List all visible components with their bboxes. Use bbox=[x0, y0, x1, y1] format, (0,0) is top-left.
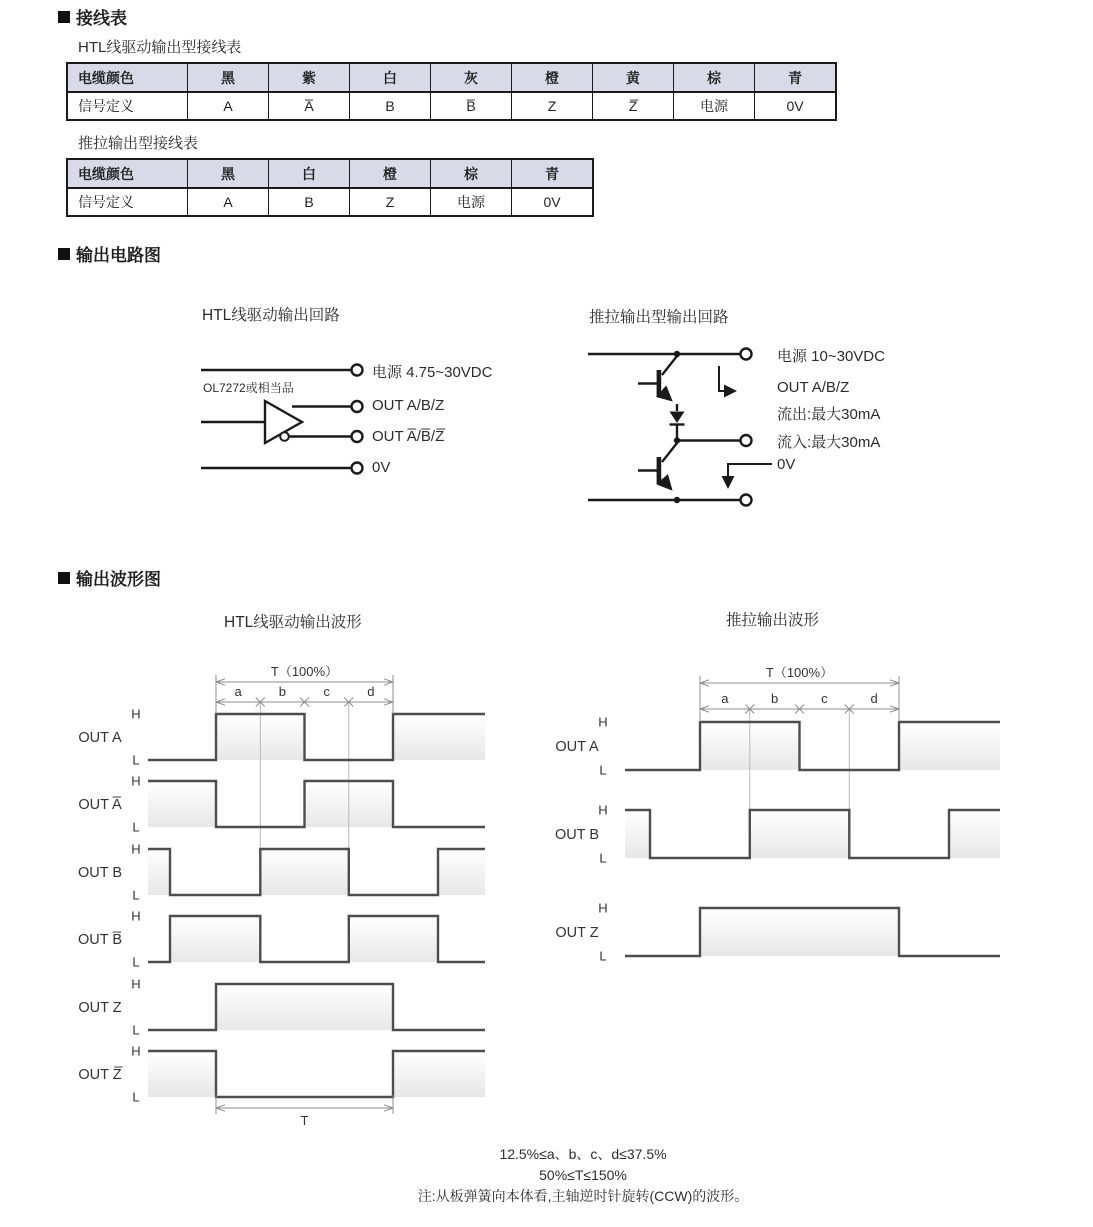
htl-power-label: 电源 4.75~30VDC bbox=[372, 364, 493, 381]
section-heading-text: 接线表 bbox=[76, 9, 127, 28]
signal-cell: A̅ bbox=[269, 92, 350, 120]
wave-high-fill bbox=[949, 811, 1000, 858]
wave-high-fill bbox=[148, 1052, 216, 1097]
level-label-low: L bbox=[599, 762, 607, 778]
diode-icon bbox=[670, 412, 685, 424]
channel-label: OUT B bbox=[554, 827, 600, 843]
period-dim-label: T（100%） bbox=[765, 665, 834, 680]
signal-cell: 0V bbox=[512, 188, 594, 216]
header-cell: 棕 bbox=[431, 159, 512, 188]
header-cell: 白 bbox=[350, 63, 431, 92]
header-cell: 白 bbox=[269, 159, 350, 188]
note-rotation: 注:从板弹簧向本体看,主轴逆时针旋转(CCW)的波形。 bbox=[417, 1188, 749, 1204]
wave-high-fill bbox=[700, 909, 899, 956]
chip-label: OL7272或相当品 bbox=[203, 381, 294, 395]
terminal-icon bbox=[352, 431, 363, 442]
segment-label: a bbox=[234, 684, 242, 699]
terminal-icon bbox=[352, 365, 363, 376]
collector-lead bbox=[662, 356, 677, 375]
pp-out-label: OUT A/B/Z bbox=[777, 379, 850, 396]
sink-current-arrow-icon bbox=[728, 464, 772, 487]
wave-high-fill bbox=[393, 715, 485, 760]
htl-gnd-label: 0V bbox=[372, 459, 391, 476]
level-label-low: L bbox=[132, 752, 140, 768]
header-cell: 橙 bbox=[350, 159, 431, 188]
signal-cell: B bbox=[269, 188, 350, 216]
channel-label: OUT A bbox=[555, 739, 599, 755]
header-cell: 橙 bbox=[512, 63, 593, 92]
level-label-low: L bbox=[132, 1089, 140, 1105]
wave-high-fill bbox=[216, 985, 393, 1030]
htl-circuit-diagram bbox=[201, 365, 363, 474]
level-label-high: H bbox=[131, 841, 141, 857]
htl-out-label: OUT A/B/Z bbox=[372, 397, 445, 414]
inversion-bubble-icon bbox=[280, 432, 289, 441]
table-title-htl: HTL线驱动输出型接线表 bbox=[78, 39, 242, 56]
section-heading-text: 输出电路图 bbox=[76, 246, 161, 265]
terminal-icon bbox=[741, 349, 752, 360]
htl-out-inv-label: OUT A̅/B̅/Z̅ bbox=[372, 428, 445, 445]
period-dim-label: T（100%） bbox=[270, 664, 339, 679]
terminal-icon bbox=[741, 435, 752, 446]
signal-cell: B̅ bbox=[431, 92, 512, 120]
junction-dot bbox=[674, 497, 680, 503]
header-cell: 电缆颜色 bbox=[67, 63, 188, 92]
signal-cell: Z bbox=[350, 188, 431, 216]
signal-cell: 0V bbox=[755, 92, 837, 120]
signal-cell: Z bbox=[512, 92, 593, 120]
level-label-low: L bbox=[132, 954, 140, 970]
emitter-lead-arrow-icon bbox=[662, 479, 671, 489]
waveform-title-pushpull: 推拉输出波形 bbox=[726, 612, 820, 629]
header-cell: 黑 bbox=[188, 159, 269, 188]
signal-cell: 电源 bbox=[674, 92, 755, 120]
bottom-dim-label: T bbox=[300, 1113, 309, 1128]
signal-cell: A bbox=[188, 92, 269, 120]
wave-high-fill bbox=[148, 782, 216, 827]
channel-label: OUT A̅ bbox=[78, 797, 122, 813]
level-label-low: L bbox=[132, 887, 140, 903]
note-duty-range: 12.5%≤a、b、c、d≤37.5% bbox=[499, 1146, 667, 1162]
terminal-icon bbox=[741, 495, 752, 506]
terminal-icon bbox=[352, 463, 363, 474]
wave-high-fill bbox=[625, 811, 650, 858]
channel-label: OUT B bbox=[77, 865, 123, 881]
segment-label: b bbox=[771, 691, 779, 706]
header-cell: 黑 bbox=[188, 63, 269, 92]
table-title-pushpull: 推拉输出型接线表 bbox=[78, 135, 199, 152]
header-cell: 紫 bbox=[269, 63, 350, 92]
level-label-low: L bbox=[132, 1022, 140, 1038]
header-cell: 青 bbox=[512, 159, 594, 188]
wave-high-fill bbox=[899, 723, 1000, 770]
segment-label: d bbox=[870, 691, 878, 706]
signal-cell: 电源 bbox=[431, 188, 512, 216]
level-label-high: H bbox=[131, 976, 141, 992]
level-label-high: H bbox=[598, 802, 608, 818]
level-label-high: H bbox=[598, 900, 608, 916]
wave-high-fill bbox=[170, 917, 260, 962]
level-label-low: L bbox=[599, 850, 607, 866]
row-label-cell: 信号定义 bbox=[67, 92, 188, 120]
wave-high-fill bbox=[349, 917, 438, 962]
segment-label: c bbox=[821, 691, 828, 706]
header-cell: 青 bbox=[755, 63, 837, 92]
pushpull-circuit-diagram bbox=[588, 349, 772, 506]
channel-label: OUT A bbox=[78, 730, 122, 746]
level-label-high: H bbox=[131, 1043, 141, 1059]
transistor-base-bar-icon bbox=[657, 370, 662, 397]
header-cell: 黄 bbox=[593, 63, 674, 92]
level-label-high: H bbox=[131, 908, 141, 924]
section-heading-text: 输出波形图 bbox=[76, 570, 161, 589]
level-label-high: H bbox=[598, 714, 608, 730]
wave-high-fill bbox=[393, 1052, 485, 1097]
level-label-low: L bbox=[132, 819, 140, 835]
footer-notes bbox=[233, 1144, 933, 1207]
segment-label: c bbox=[323, 684, 330, 699]
channel-label: OUT B̅ bbox=[77, 932, 123, 948]
channel-label: OUT Z bbox=[555, 925, 599, 941]
header-cell: 灰 bbox=[431, 63, 512, 92]
channel-label: OUT Z̅ bbox=[78, 1067, 122, 1083]
header-cell: 棕 bbox=[674, 63, 755, 92]
waveform-pushpull bbox=[555, 665, 1000, 964]
terminal-icon bbox=[352, 401, 363, 412]
level-label-low: L bbox=[599, 948, 607, 964]
pp-gnd-label: 0V bbox=[777, 456, 796, 473]
row-label-cell: 信号定义 bbox=[67, 188, 188, 216]
source-current-arrow-icon bbox=[719, 366, 735, 391]
segment-label: d bbox=[367, 684, 375, 699]
waveform-htl bbox=[78, 664, 485, 1128]
wave-high-fill bbox=[438, 850, 485, 895]
wave-high-fill bbox=[750, 811, 850, 858]
wave-high-fill bbox=[260, 850, 349, 895]
transistor-base-bar-icon bbox=[657, 457, 662, 484]
pp-sink-label: 流入:最大30mA bbox=[777, 434, 881, 451]
segment-label: a bbox=[721, 691, 729, 706]
level-label-high: H bbox=[131, 773, 141, 789]
wave-high-fill bbox=[148, 850, 170, 895]
pp-power-label: 电源 10~30VDC bbox=[777, 348, 885, 365]
signal-cell: Z̅ bbox=[593, 92, 674, 120]
level-label-high: H bbox=[131, 706, 141, 722]
channel-label: OUT Z bbox=[78, 1000, 122, 1016]
waveform-title-htl: HTL线驱动输出波形 bbox=[224, 614, 362, 631]
collector-lead bbox=[662, 443, 677, 462]
circuit-title-pushpull: 推拉输出型输出回路 bbox=[589, 309, 729, 326]
signal-cell: B bbox=[350, 92, 431, 120]
header-cell: 电缆颜色 bbox=[67, 159, 188, 188]
note-period-range: 50%≤T≤150% bbox=[539, 1167, 627, 1183]
waveform-diagrams bbox=[78, 664, 1000, 1128]
circuit-title-htl: HTL线驱动输出回路 bbox=[202, 307, 340, 324]
emitter-lead-arrow-icon bbox=[662, 392, 671, 400]
pp-source-label: 流出:最大30mA bbox=[777, 406, 881, 423]
signal-cell: A bbox=[188, 188, 269, 216]
segment-label: b bbox=[278, 684, 286, 699]
